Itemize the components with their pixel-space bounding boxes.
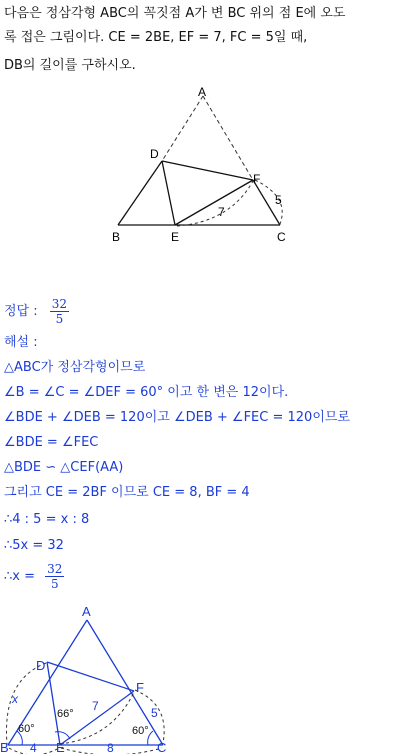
- answer-fraction: [50, 297, 69, 326]
- vertex-e-label: E: [171, 230, 180, 244]
- problem-line-2: 록 접은 그림이다. CE = 2BE, EF = 7, FC = 5일 때,: [4, 30, 308, 45]
- vertex-f-label: F: [253, 172, 261, 186]
- solution-line-5: △BDE ∽ △CEF(AA): [4, 460, 124, 475]
- length-x-label: x: [12, 692, 18, 706]
- vertex-b-label: B: [112, 230, 121, 244]
- solution-final-line: [4, 560, 64, 594]
- length-seven-label: 7: [92, 699, 99, 713]
- solution-line-3: ∠BDE + ∠DEB = 120이고 ∠DEB + ∠FEC = 120이므로: [4, 410, 350, 425]
- length-four-label: 4: [30, 741, 37, 754]
- solution-label: 해설 :: [4, 335, 38, 350]
- angle-e-label: 66°: [57, 708, 74, 720]
- solution-line-2: ∠B = ∠C = ∠DEF = 60° 이고 한 변은 12이다.: [4, 385, 289, 400]
- solution-line-1: △ABC가 정삼각형이므로: [4, 360, 146, 375]
- solution-line-6: 그리고 CE = 2BF 이므로 CE = 8, BF = 4: [4, 485, 250, 500]
- sol-vertex-c-label: C: [157, 740, 167, 754]
- solution-line-4: ∠BDE = ∠FEC: [4, 435, 99, 450]
- vertex-a-label: A: [198, 85, 207, 99]
- solution-line-8: ∴5x = 32: [4, 538, 64, 553]
- angle-c-label: 60°: [132, 725, 149, 737]
- figure-folded-triangle: [100, 82, 300, 252]
- final-fraction: [45, 562, 64, 591]
- sol-vertex-b-label: B: [0, 740, 9, 754]
- final-prefix: ∴x =: [4, 569, 35, 584]
- length-fc-label: 5: [275, 193, 282, 207]
- sol-vertex-f-label: F: [136, 680, 144, 695]
- figure-solution-triangle: [0, 600, 170, 754]
- problem-line-1: 다음은 정삼각형 ABC의 꼭짓점 A가 변 BC 위의 점 E에 오도: [4, 6, 346, 21]
- final-numerator: 32: [47, 562, 63, 576]
- answer-numerator: 32: [51, 297, 68, 311]
- answer-line: [4, 296, 69, 328]
- sol-vertex-d-label: D: [36, 658, 46, 673]
- problem-line-3: DB의 길이를 구하시오.: [4, 58, 136, 73]
- length-eight-label: 8: [107, 741, 114, 754]
- angle-b-label: 60°: [18, 723, 35, 735]
- vertex-d-label: D: [150, 147, 159, 161]
- answer-label: 정답 :: [4, 304, 38, 319]
- answer-denominator: 5: [55, 312, 64, 326]
- solution-line-7: ∴4 : 5 = x : 8: [4, 512, 90, 527]
- length-ef-label: 7: [218, 205, 225, 219]
- vertex-c-label: C: [277, 230, 286, 244]
- length-five-label: 5: [151, 706, 158, 720]
- sol-vertex-a-label: A: [82, 604, 91, 619]
- final-denominator: 5: [50, 577, 59, 591]
- sol-vertex-e-label: E: [56, 740, 65, 754]
